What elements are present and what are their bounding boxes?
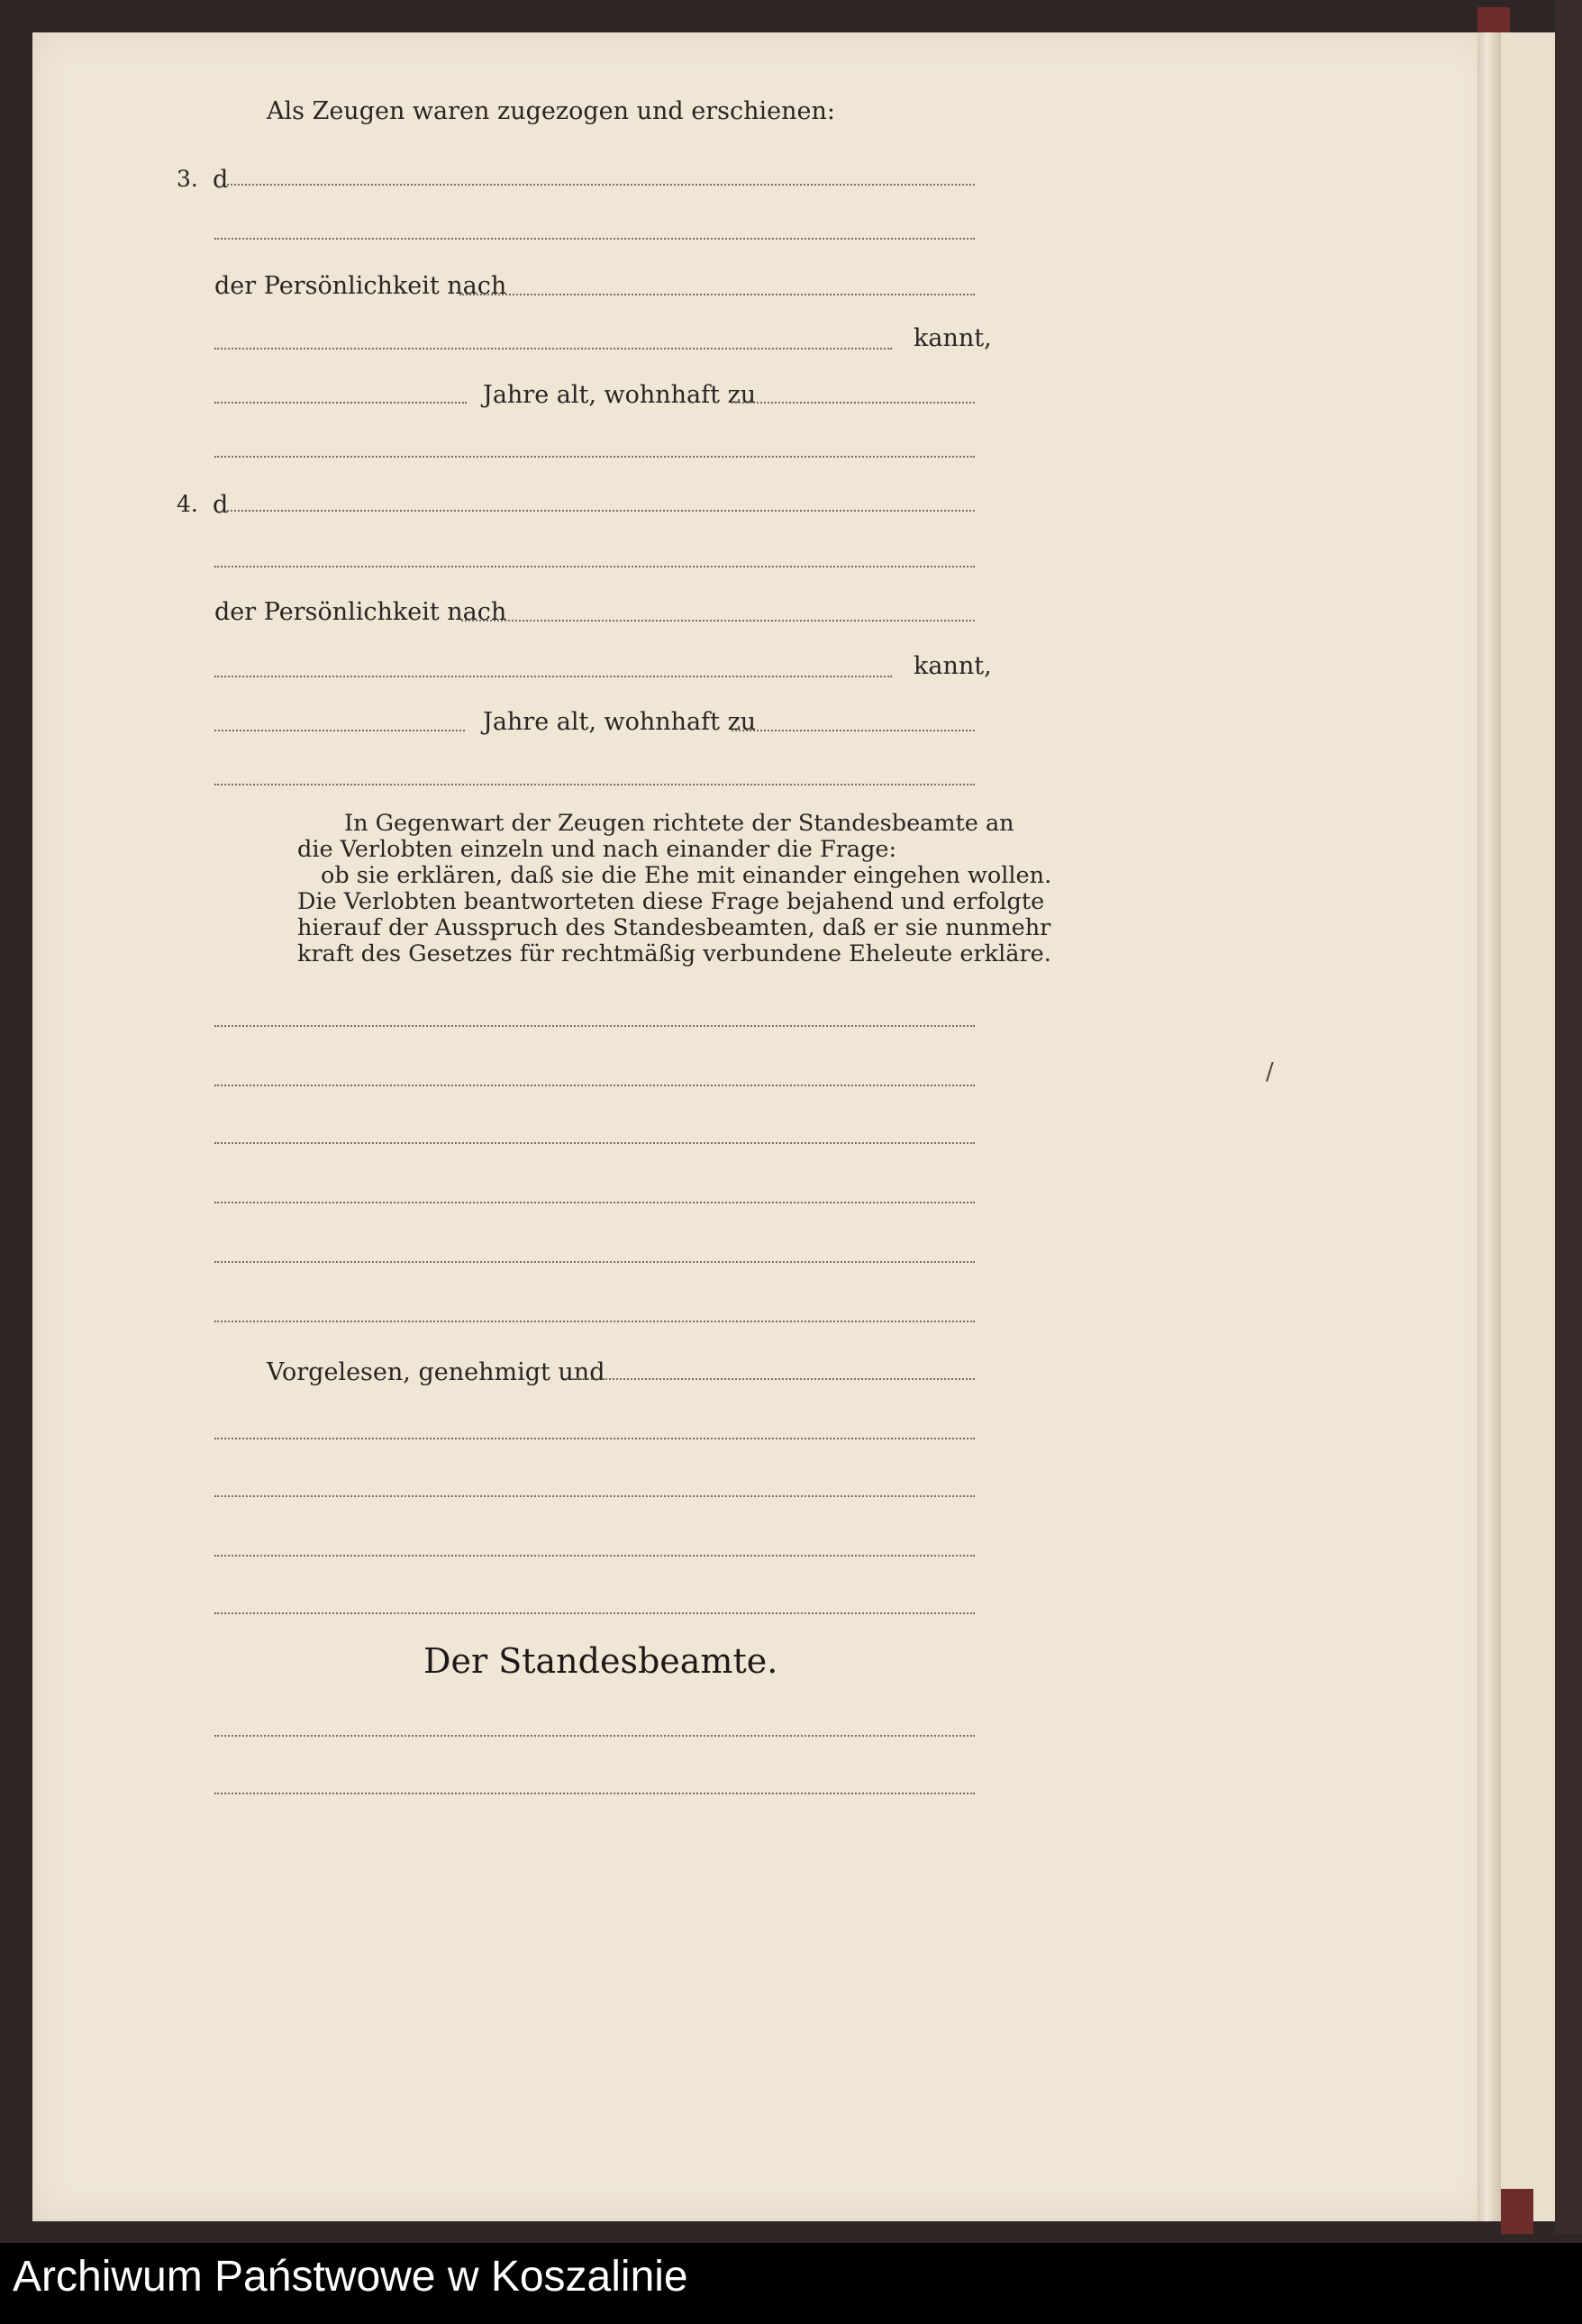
witness-4-age-label: Jahre alt, wohnhaft zu: [483, 708, 757, 736]
witness-4-known-label: kannt,: [914, 652, 992, 680]
official-signature-line-1[interactable]: [214, 1735, 975, 1737]
ceremony-line-3: ob sie erklären, daß sie die Ehe mit einander eingehen wollen.: [321, 862, 1052, 889]
notes-line-5[interactable]: [214, 1261, 975, 1263]
witness-4-line-2[interactable]: [214, 566, 975, 567]
signature-line-2[interactable]: [214, 1495, 975, 1497]
notes-line-4[interactable]: [214, 1202, 975, 1203]
witness-4-personal-label: der Persönlichkeit nach: [214, 598, 507, 626]
witness-4-name-line[interactable]: [227, 510, 975, 512]
ceremony-line-6: kraft des Gesetzes für rechtmäßig verbundene Eheleute erkläre.: [297, 940, 1051, 967]
witness-4-number: 4.: [177, 491, 198, 517]
binding-tab-bottom: [1501, 2189, 1533, 2234]
page-fold: [1477, 32, 1501, 2221]
signature-line-3[interactable]: [214, 1555, 975, 1557]
ceremony-line-5: hierauf der Ausspruch des Standesbeamten, daß er sie nunmehr: [297, 914, 1051, 941]
ceremony-paragraph: [297, 810, 1052, 967]
official-signature-line-2[interactable]: [214, 1793, 975, 1794]
witness-3-known-line[interactable]: [214, 348, 892, 350]
ceremony-line-4: Die Verlobten beantworteten diese Frage bejahend und erfolgte: [297, 888, 1045, 915]
witness-4-age-line[interactable]: [214, 730, 465, 731]
witness-4-known-line[interactable]: [214, 676, 892, 677]
archive-footer: [0, 2243, 1582, 2324]
witness-3-residence-line[interactable]: [732, 402, 975, 404]
binding-edge: [1555, 0, 1582, 2234]
ceremony-line-1: In Gegenwart der Zeugen richtete der Standesbeamte an: [344, 810, 1014, 837]
binding-tab-top: [1477, 7, 1510, 32]
witness-3-number: 3.: [177, 166, 198, 192]
archive-name: Archiwum Państwowe w Koszalinie: [13, 2253, 688, 2301]
signature-line-1[interactable]: [214, 1438, 975, 1439]
witness-3-age-line[interactable]: [214, 402, 467, 404]
next-page-strip: [1501, 32, 1555, 2221]
read-approved-label: Vorgelesen, genehmigt und: [267, 1358, 605, 1386]
witness-4-line-6[interactable]: [214, 784, 975, 785]
notes-line-1[interactable]: [214, 1025, 975, 1027]
witness-4-personal-line[interactable]: [461, 620, 975, 622]
witness-3-known-label: kannt,: [914, 324, 992, 352]
notes-line-2[interactable]: [214, 1085, 975, 1086]
witness-4-residence-line[interactable]: [732, 730, 975, 731]
notes-line-6[interactable]: [214, 1321, 975, 1322]
witness-heading: Als Zeugen waren zugezogen und erschienen:: [267, 97, 835, 125]
witness-3-name-line[interactable]: [227, 184, 975, 186]
signature-line-4[interactable]: [214, 1612, 975, 1614]
witness-4-prefix: d: [213, 491, 229, 519]
witness-3-personal-label: der Persönlichkeit nach: [214, 272, 507, 300]
ceremony-line-2: die Verlobten einzeln und nach einander die Frage:: [297, 836, 897, 863]
official-title: Der Standesbeamte.: [423, 1641, 778, 1681]
witness-3-line-6[interactable]: [214, 456, 975, 458]
witness-3-line-2[interactable]: [214, 238, 975, 240]
read-approved-line[interactable]: [573, 1378, 975, 1380]
notes-line-3[interactable]: [214, 1142, 975, 1144]
witness-3-personal-line[interactable]: [459, 294, 975, 295]
witness-3-prefix: d: [213, 166, 229, 194]
document-page: [32, 32, 1492, 2221]
witness-3-age-label: Jahre alt, wohnhaft zu: [483, 381, 757, 409]
margin-mark: /: [1266, 1058, 1274, 1085]
